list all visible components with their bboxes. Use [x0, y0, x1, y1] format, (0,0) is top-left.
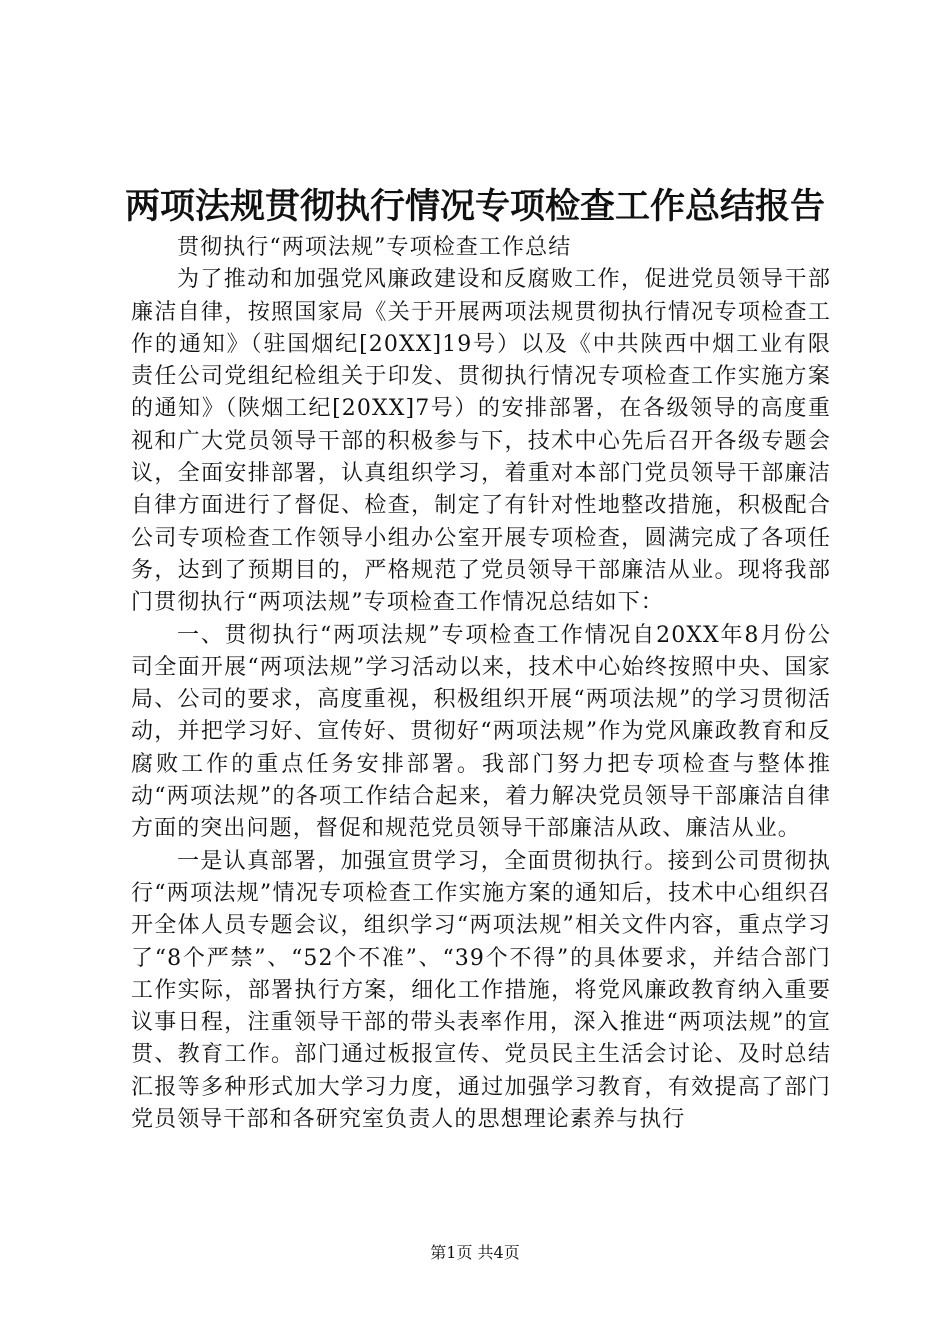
subtitle-paragraph: 贯彻执行“两项法规”专项检查工作总结 — [177, 235, 572, 260]
document-title: 两项法规贯彻执行情况专项检查工作总结报告 — [124, 186, 825, 227]
body-paragraph: 一是认真部署，加强宣贯学习，全面贯彻执行。接到公司贯彻执行“两项法规”情况专项检查工作实施方案的通知后，技术中心组织召开全体人员专题会议，组织学习“两项法规”相关文件内容，重点学习了“8个严禁”、“52个不准”、“39个不得”的具体要求，并结合部门工作实际，部署执行方案，细化工作措施，将党风廉政教育纳入重要议事日程，注重领导干部的带头表率作用，深入推进“两项法规”的宣贯、教育工作。部门通过板报宣传、党员民主生活会讨论、及时总结汇报等多种形式加大学习力度，通过加强学习教育，有效提高了部门党员领导干部和各研究室负责人的思想理论素养与执行 — [131, 848, 831, 1133]
body-paragraph: 一、贯彻执行“两项法规”专项检查工作情况自20XX年8月份公司全面开展“两项法规”学习活动以来，技术中心始终按照中央、国家局、公司的要求，高度重视，积极组织开展“两项法规”的学习贯彻活动，并把学习好、宣传好、贯彻好“两项法规”作为党风廉政教育和反腐败工作的重点任务安排部署。我部门努力把专项检查与整体推动“两项法规”的各项工作结合起来，着力解决党员领导干部廉洁自律方面的突出问题，督促和规范党员领导干部廉洁从政、廉洁从业。 — [131, 622, 831, 842]
body-paragraph: 为了推动和加强党风廉政建设和反腐败工作，促进党员领导干部廉洁自律，按照国家局《关于开展两项法规贯彻执行情况专项检查工作的通知》（驻国烟纪[20XX]19号）以及《中共陕西中烟工业有限责任公司党组纪检组关于印发、贯彻执行情况专项检查工作实施方案的通知》（陕烟工纪[20XX]7号）的安排部署，在各级领导的高度重视和广大党员领导干部的积极参与下，技术中心先后召开各级专题会议，全面安排部署，认真组织学习，着重对本部门党员领导干部廉洁自律方面进行了督促、检查，制定了有针对性地整改措施，积极配合公司专项检查工作领导小组办公室开展专项检查，圆满完成了各项任务，达到了预期目的，严格规范了党员领导干部廉洁从业。现将我部门贯彻执行“两项法规”专项检查工作情况总结如下： — [131, 267, 831, 616]
page-footer: 第1页 共4页 — [430, 1243, 520, 1262]
document-body — [131, 232, 831, 1136]
